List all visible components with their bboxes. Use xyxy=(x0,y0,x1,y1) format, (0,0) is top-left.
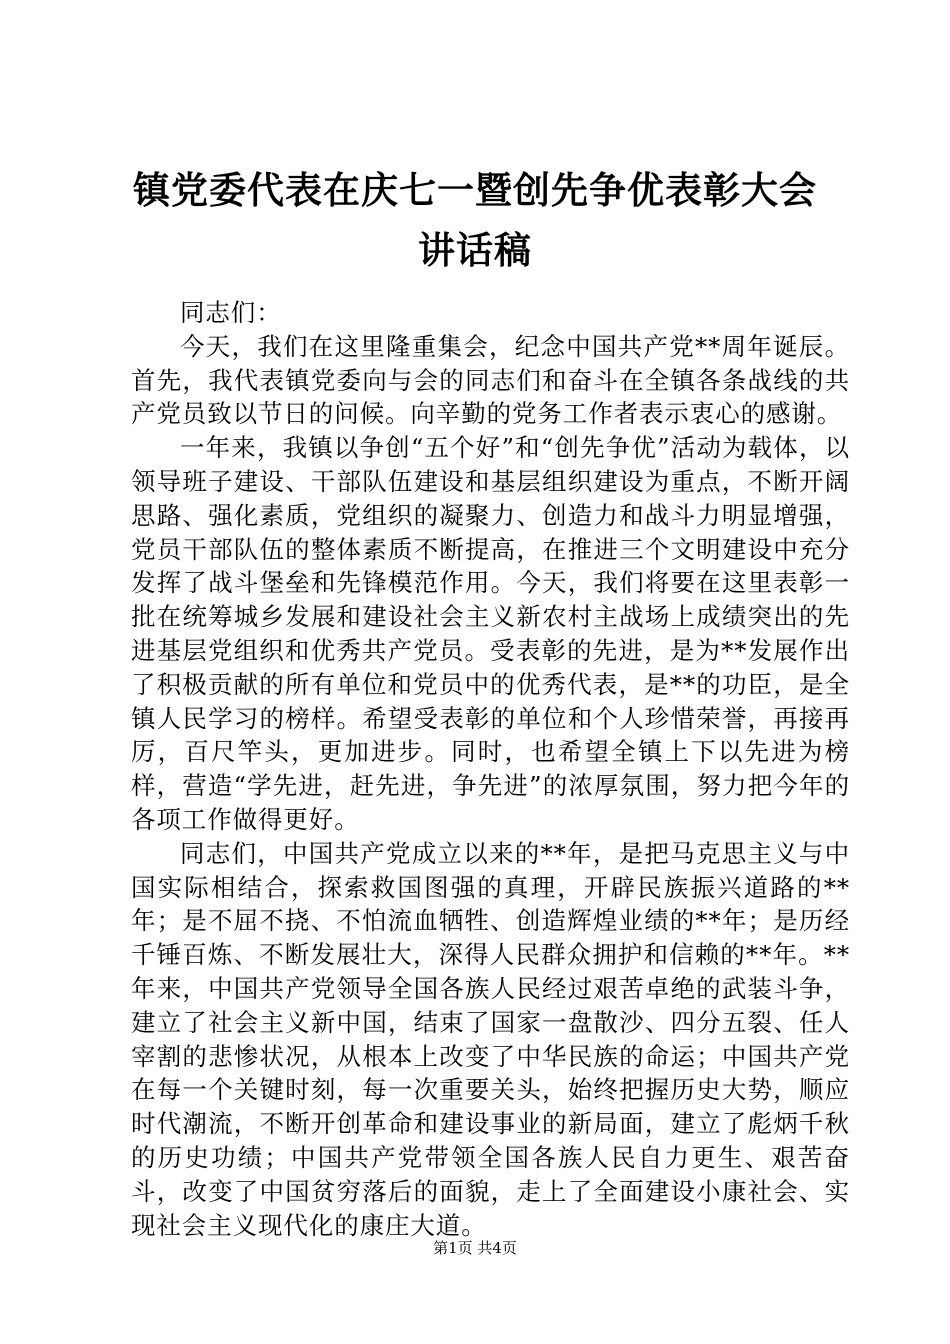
salutation-paragraph: 同志们： xyxy=(180,298,282,327)
party-history-paragraph: 同志们，中国共产党成立以来的**年，是把马克思主义与中国实际相结合，探索救国图强的真理，开辟民族振兴道路的**年；是不屈不挠、不怕流血牺牲、创造辉煌业绩的**年；是历经千锤百炼、不断发展壮大，深得人民群众拥护和信赖的**年。**年来，中国共产党领导全国各族人民经过艰苦卓绝的武装斗争，建立了社会主义新中国，结束了国家一盘散沙、四分五裂、任人宰割的悲惨状况，从根本上改变了中华民族的命运；中国共产党在每一个关键时刻，每一次重要关头，始终把握历史大势，顺应时代潮流，不断开创革命和建设事业的新局面，建立了彪炳千秋的历史功绩；中国共产党带领全国各族人民自力更生、艰苦奋斗，改变了中国贫穷落后的面貌，走上了全面建设小康社会、实现社会主义现代化的康庄大道。 xyxy=(131,838,850,1240)
document-title: 镇党委代表在庆七一暨创先争优表彰大会讲话稿 xyxy=(133,168,817,272)
opening-paragraph: 今天，我们在这里隆重集会，纪念中国共产党**周年诞辰。首先，我代表镇党委向与会的同志们和奋斗在全镇各条战线的共产党员致以节日的问候。向辛勤的党务工作者表示衷心的感谢。 xyxy=(131,331,850,429)
achievements-paragraph: 一年来，我镇以争创“五个好”和“创先争优”活动为载体，以领导班子建设、干部队伍建设和基层组织建设为重点，不断开阔思路、强化素质，党组织的凝聚力、创造力和战斗力明显增强，党员干部队伍的整体素质不断提高，在推进三个文明建设中充分发挥了战斗堡垒和先锋模范作用。今天，我们将要在这里表彰一批在统筹城乡发展和建设社会主义新农村主战场上成绩突出的先进基层党组织和优秀共产党员。受表彰的先进，是为**发展作出了积极贡献的所有单位和党员中的优秀代表，是**的功臣，是全镇人民学习的榜样。希望受表彰的单位和个人珍惜荣誉，再接再厉，百尺竿头，更加进步。同时，也希望全镇上下以先进为榜样，营造“学先进，赶先进，争先进”的浓厚氛围，努力把今年的各项工作做得更好。 xyxy=(131,433,850,834)
page-number-footer: 第1页 共4页 xyxy=(433,1239,517,1257)
document-body xyxy=(131,296,850,1242)
